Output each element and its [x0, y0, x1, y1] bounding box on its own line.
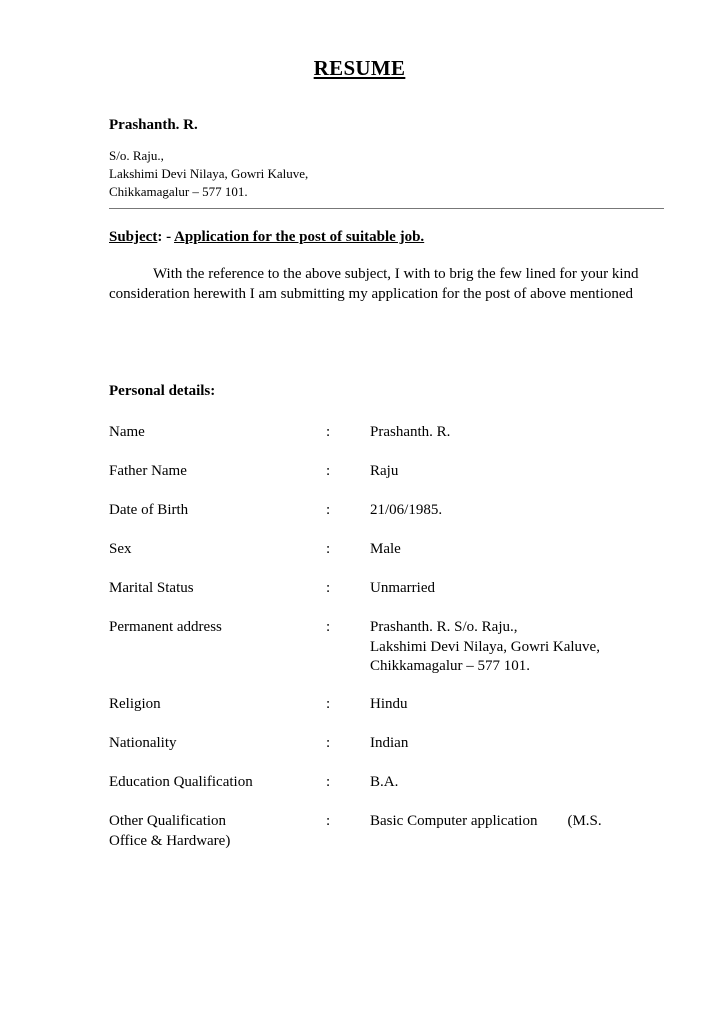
detail-label: Other Qualification: [109, 813, 227, 829]
contact-address: [109, 147, 308, 201]
document-title: RESUME: [313, 56, 406, 80]
detail-value: 21/06/1985.: [370, 502, 443, 518]
detail-value: [370, 812, 660, 832]
detail-colon: :: [326, 619, 331, 635]
other-value-part1: Basic Computer application: [370, 813, 538, 829]
detail-value: Prashanth. R.: [370, 424, 451, 440]
address-line: Lakshimi Devi Nilaya, Gowri Kaluve,: [109, 166, 309, 181]
detail-label: Marital Status: [109, 580, 194, 596]
subject-separator: : -: [157, 229, 175, 245]
detail-colon: :: [326, 463, 331, 479]
detail-row-other-qualification: [109, 812, 669, 852]
detail-colon: :: [326, 424, 331, 440]
detail-colon: :: [326, 735, 331, 751]
detail-label: Permanent address: [109, 619, 222, 635]
detail-value: Male: [370, 541, 401, 557]
other-value-part2: (M.S.: [567, 813, 602, 829]
personal-details-heading: Personal details:: [109, 383, 216, 399]
detail-label: Religion: [109, 696, 161, 712]
detail-label: Sex: [109, 541, 132, 557]
detail-row-address: [109, 618, 669, 678]
detail-colon: :: [326, 502, 331, 518]
address-value-line: Lakshimi Devi Nilaya, Gowri Kaluve,: [370, 638, 600, 655]
subject-line: [109, 229, 424, 246]
detail-label: Father Name: [109, 463, 187, 479]
applicant-name: Prashanth. R.: [109, 117, 198, 133]
detail-label: Date of Birth: [109, 502, 189, 518]
detail-label: Nationality: [109, 735, 177, 751]
detail-label: Name: [109, 424, 145, 440]
address-value-line: Prashanth. R. S/o. Raju.,: [370, 619, 518, 635]
cover-paragraph: With the reference to the above subject, I with to brig the few lined for your kind consideration herewith I am submitting my application for the post of above mentioned: [109, 266, 639, 302]
detail-colon: :: [326, 541, 331, 557]
detail-value: Indian: [370, 735, 409, 751]
subject-text: Application for the post of suitable job.: [174, 229, 425, 245]
header-divider: [109, 208, 664, 209]
subject-label: Subject: [109, 229, 158, 245]
detail-colon: :: [326, 813, 331, 829]
address-line: S/o. Raju.,: [109, 148, 164, 163]
detail-value: Hindu: [370, 696, 408, 712]
detail-colon: :: [326, 696, 331, 712]
detail-value: Raju: [370, 463, 399, 479]
detail-colon: :: [326, 774, 331, 790]
detail-value: [370, 618, 660, 677]
detail-label: Education Qualification: [109, 774, 253, 790]
other-value-continuation: Office & Hardware): [109, 832, 231, 849]
detail-colon: :: [326, 580, 331, 596]
address-value-line: Chikkamagalur – 577 101.: [370, 658, 530, 674]
detail-value: Unmarried: [370, 580, 435, 596]
address-line: Chikkamagalur – 577 101.: [109, 184, 248, 199]
detail-value: B.A.: [370, 774, 399, 790]
